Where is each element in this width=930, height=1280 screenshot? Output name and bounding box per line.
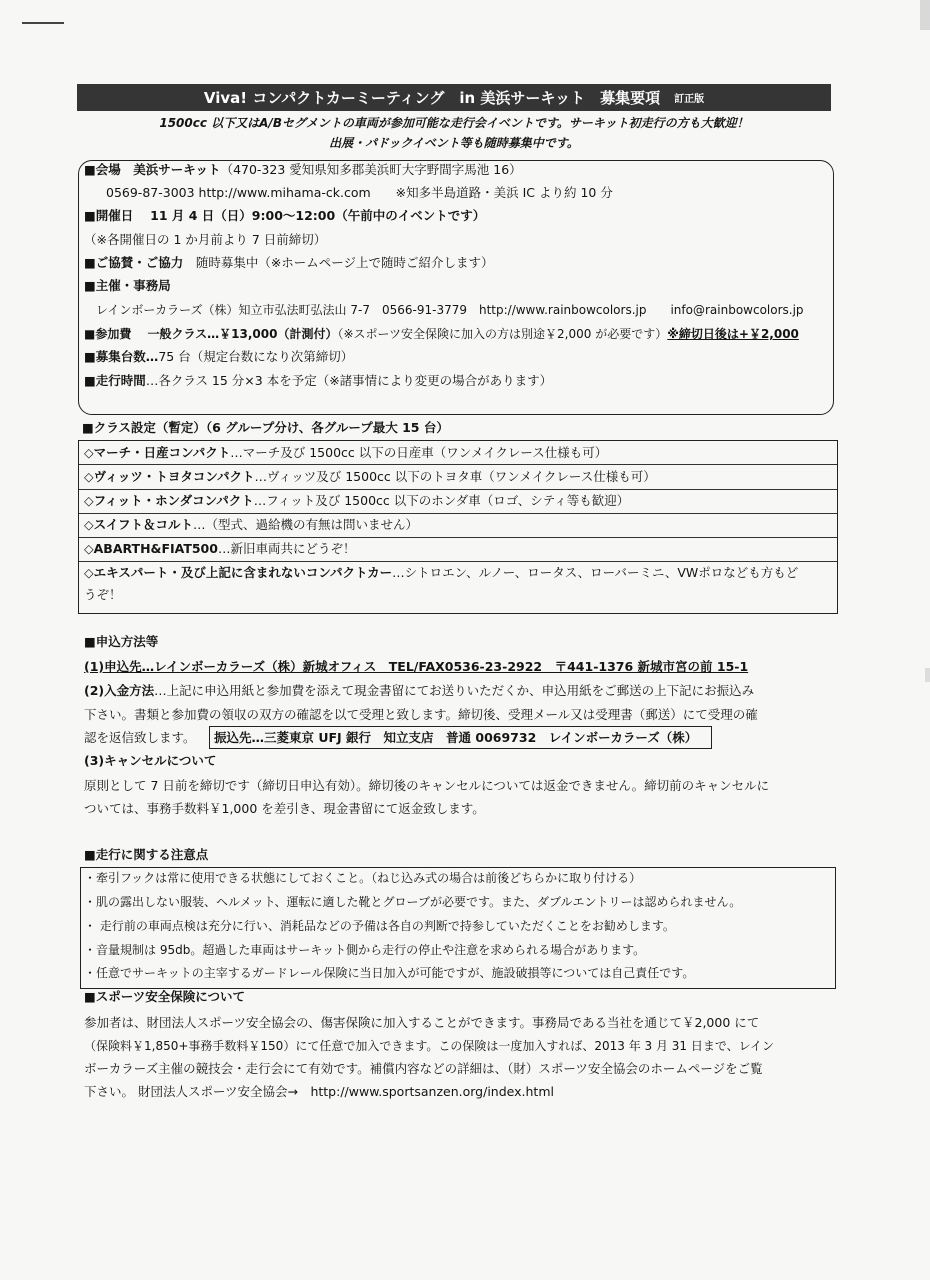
date-row: ■開催日 11 月 4 日（日）9:00～12:00（午前中のイベントです） <box>84 208 486 223</box>
organizer-text: レインボーカラーズ（株）知立市弘法町弘法山 7-7 0566-91-3779 http://www.rainbowcolors.jp info@rainbowcolors.jp <box>96 303 804 317</box>
date-note: （※各開催日の 1 か月前より 7 日前締切） <box>84 232 327 247</box>
note-item: ・任意でサーキットの主宰するガードレール保険に当日加入が可能ですが、施設破損等については自己責任です。 <box>84 966 695 980</box>
sponsor-text: 随時募集中（※ホームページ上で随時ご紹介します） <box>195 255 494 270</box>
class-name: ◇ヴィッツ・トヨタコンパクト <box>84 469 255 484</box>
venue-contact: 0569-87-3003 http://www.mihama-ck.com ※知多半島道路・美浜 IC より約 10 分 <box>106 185 613 200</box>
insurance-line-2: （保険料￥1,850+事務手数料￥150）にて任意で加入できます。この保険は一度加入すれば、2013 年 3 月 31 日まで、レイン <box>84 1039 775 1053</box>
fee-heading: ■参加費 一般クラス…￥13,000（計測付） <box>84 327 338 341</box>
class-item-continuation: うぞ！ <box>84 587 122 602</box>
class-name: ◇フィット・ホンダコンパクト <box>84 493 254 508</box>
scan-mark <box>22 22 64 24</box>
document-title: Viva! コンパクトカーミーティング in 美浜サーキット 募集要項 <box>203 89 661 107</box>
intro-line-2: 出展・パドックイベント等も随時募集中です。 <box>329 136 579 150</box>
class-item <box>84 492 629 510</box>
class-desc: …ヴィッツ及び 1500cc 以下のトヨタ車（ワンメイクレース仕様も可） <box>254 469 656 484</box>
note-item: ・音量規制は 95db。超過した車両はサーキット側から走行の停止や注意を求められる場合があります。 <box>84 943 646 957</box>
title-bar <box>77 84 831 111</box>
sponsor-row <box>84 254 494 272</box>
cancel-line-1: 原則として 7 日前を締切です（締切日申込有効）。締切後のキャンセルについては返金できません。締切前のキャンセルに <box>84 778 770 793</box>
application-item-2-label: (2)入金方法 <box>84 683 155 698</box>
runtime-text: …各クラス 15 分×3 本を予定（※諸事情により変更の場合があります） <box>145 373 553 388</box>
application-item-2-line-3: 認を返信致します。 <box>84 730 196 745</box>
class-item <box>84 468 656 486</box>
class-desc: …（型式、過給機の有無は問いません） <box>193 517 419 532</box>
fee-row <box>84 325 799 343</box>
application-item-2-line-2: 下さい。書類と参加費の領収の双方の確認を以て受理と致します。締切後、受理メール又は受理書（郵送）にて受理の確 <box>84 707 758 722</box>
class-row-divider <box>79 464 837 465</box>
application-item-2-text: …上記に申込用紙と参加費を添えて現金書留にてお送りいただくか、申込用紙をご郵送の上下記にお振込み <box>154 683 755 698</box>
insurance-heading: ■スポーツ安全保険について <box>84 989 246 1004</box>
application-item-1: (1)申込先…レインボーカラーズ（株）新城オフィス TEL/FAX0536-23-2922 〒441-1376 新城市宮の前 15-1 <box>84 659 749 674</box>
class-heading: ■クラス設定（暫定）（6 グループ分け、各グループ最大 15 台） <box>82 420 449 435</box>
class-row-divider <box>79 489 837 490</box>
capacity-row <box>84 348 353 366</box>
class-name: ◇ABARTH&FIAT500 <box>84 541 218 556</box>
note-item: ・牽引フックは常に使用できる状態にしておくこと。（ねじ込み式の場合は前後どちらかに取り付ける） <box>84 871 642 885</box>
class-row-divider <box>79 537 837 538</box>
class-item <box>84 516 418 534</box>
notes-heading: ■走行に関する注意点 <box>84 847 209 862</box>
note-item: ・ 走行前の車両点検は充分に行い、消耗品などの予備は各自の判断で持参していただくことをお勧めします。 <box>84 919 675 933</box>
class-desc: …フィット及び 1500cc 以下のホンダ車（ロゴ、シティ等も歓迎） <box>253 493 630 508</box>
scan-edge <box>920 0 930 30</box>
class-item <box>84 564 798 582</box>
class-row-divider <box>79 513 837 514</box>
runtime-heading: ■走行時間 <box>84 373 146 388</box>
cancel-line-2: ついては、事務手数料￥1,000 を差引き、現金書留にて返金致します。 <box>84 801 485 816</box>
insurance-line-1: 参加者は、財団法人スポーツ安全協会の、傷害保険に加入することができます。事務局である当社を通じて￥2,000 にて <box>84 1015 760 1030</box>
capacity-heading: ■募集台数… <box>84 349 159 364</box>
class-row-divider <box>79 561 837 562</box>
class-desc: …新旧車両共にどうぞ！ <box>217 541 356 556</box>
fee-late: ※締切日後は+￥2,000 <box>667 327 799 341</box>
bank-details: 振込先…三菱東京 UFJ 銀行 知立支店 普通 0069732 レインボーカラーズ（株） <box>214 730 698 745</box>
class-name: ◇マーチ・日産コンパクト <box>84 445 231 460</box>
insurance-line-4: 下さい。 財団法人スポーツ安全協会→ http://www.sportsanzen.org/index.html <box>84 1084 554 1099</box>
class-item <box>84 444 607 462</box>
class-name: ◇エキスパート・及び上記に含まれないコンパクトカー <box>84 565 393 580</box>
application-item-2 <box>84 682 754 700</box>
insurance-line-3: ボーカラーズ主催の競技会・走行会にて有効です。補償内容などの詳細は、（財）スポーツ安全協会のホームページをご覧 <box>84 1061 763 1076</box>
capacity-text: 75 台（規定台数になり次第締切） <box>158 349 354 364</box>
note-item: ・肌の露出しない服装、ヘルメット、運転に適した靴とグローブが必要です。また、ダブルエントリーは認められません。 <box>84 895 742 909</box>
runtime-row <box>84 372 552 390</box>
fee-note: （※スポーツ安全保険に加入の方は別途￥2,000 が必要です） <box>337 327 668 341</box>
organizer-heading: ■主催・事務局 <box>84 278 171 293</box>
class-name: ◇スイフト＆コルト <box>84 517 193 532</box>
venue-row <box>84 161 522 179</box>
intro-line-1: 1500cc 以下又はA/Bセグメントの車両が参加可能な走行会イベントです。サーキット初走行の方も大歓迎！ <box>159 116 749 130</box>
application-item-3: (3)キャンセルについて <box>84 753 217 768</box>
class-item <box>84 540 355 558</box>
venue-heading: ■会場 美浜サーキット <box>84 162 221 177</box>
sponsor-heading: ■ご協賛・ご協力 <box>84 255 184 270</box>
revision-badge: 訂正版 <box>674 94 705 105</box>
venue-address: （470-323 愛知県知多郡美浜町大字野間字馬池 16） <box>220 162 522 177</box>
class-desc: …シトロエン、ルノー、ロータス、ローバーミニ、VWポロなども方もど <box>392 565 799 580</box>
application-heading: ■申込方法等 <box>84 634 159 649</box>
scan-speck <box>925 668 930 682</box>
class-desc: …マーチ及び 1500cc 以下の日産車（ワンメイクレース仕様も可） <box>230 445 608 460</box>
